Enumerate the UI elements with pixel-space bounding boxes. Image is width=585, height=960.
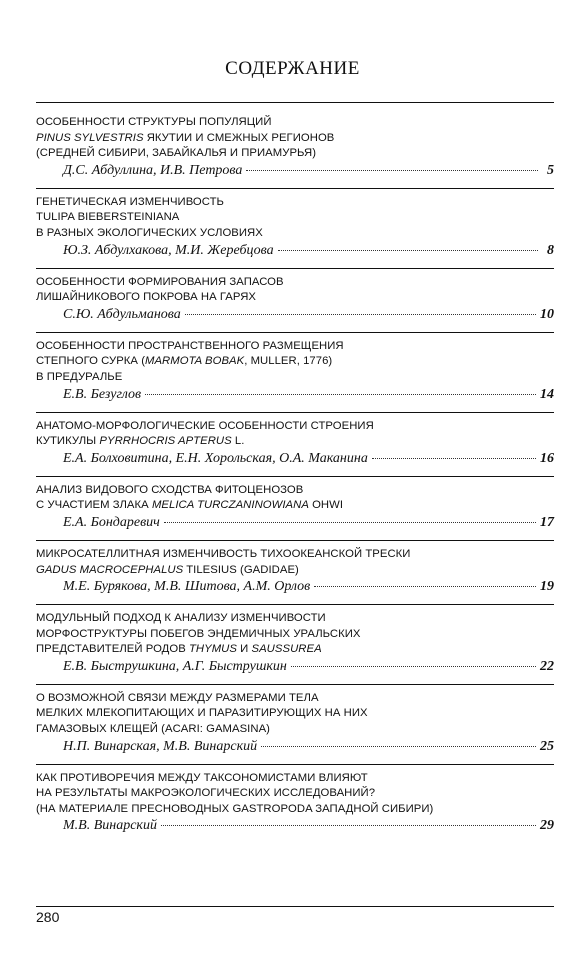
entry-title-line [36,786,554,802]
entry-title-line [36,226,554,242]
title-latin-name: PYRRHOCRIS APTERUS [99,435,232,448]
entry-page-number: 22 [540,658,554,674]
toc-list [36,109,554,843]
dot-leader [246,169,538,171]
dot-leader [161,824,536,826]
title-text: ЯКУТИИ И СМЕЖНЫХ РЕГИОНОВ [143,131,335,144]
entry-title-line [36,370,554,386]
title-latin-name: MELICA TURCZANINOWIANA [151,499,309,512]
entry-title-line [36,434,554,450]
title-text: , MULLER, 1776) [244,355,333,368]
title-text: L. [231,435,245,448]
entry-title-line [36,195,554,211]
entry-author-line [36,658,554,676]
dot-leader [372,457,536,459]
title-text: ЛИШАЙНИКОВОГО ПОКРОВА НА ГАРЯХ [36,291,257,304]
toc-entry [36,765,554,844]
title-text: ПРЕДСТАВИТЕЛЕЙ РОДОВ [36,643,189,656]
title-text: (СРЕДНЕЙ СИБИРИ, ЗАБАЙКАЛЬЯ И ПРИАМУРЬЯ) [36,147,317,160]
title-text: ОСОБЕННОСТИ ФОРМИРОВАНИЯ ЗАПАСОВ [36,275,284,288]
toc-entry [36,477,554,541]
entry-author-line [36,242,554,260]
title-text: ОСОБЕННОСТИ ПРОСТРАНСТВЕННОГО РАЗМЕЩЕНИЯ [36,339,344,352]
entry-title-line [36,131,554,147]
entry-page-number: 5 [547,162,554,178]
entry-author-line [36,817,554,835]
title-latin-name: MARMOTA BOBAK [145,355,245,368]
entry-author-line [36,738,554,756]
entry-title-line [36,483,554,499]
entry-title-line [36,722,554,738]
entry-title-line [36,339,554,355]
title-text: ОСОБЕННОСТИ СТРУКТУРЫ ПОПУЛЯЦИЙ [36,116,272,128]
entry-title-line [36,802,554,818]
entry-author-line [36,578,554,596]
title-text: МОДУЛЬНЫЙ ПОДХОД К АНАЛИЗУ ИЗМЕНЧИВОСТИ [36,612,326,625]
title-text: СТЕПНОГО СУРКА ( [36,355,146,368]
entry-authors: М.Е. Бурякова, М.В. Шитова, А.М. Орлов [63,579,311,595]
entry-title-line [36,146,554,162]
entry-title-line [36,275,554,291]
entry-authors: М.В. Винарский [63,818,157,834]
toc-entry [36,189,554,269]
title-text: В РАЗНЫХ ЭКОЛОГИЧЕСКИХ УСЛОВИЯХ [36,226,263,239]
entry-title-line [36,771,554,787]
toc-entry [36,333,554,413]
title-text: И [236,643,252,656]
top-rule [36,102,554,103]
dot-leader [185,313,536,315]
entry-title-line [36,611,554,627]
entry-authors: Е.В. Быструшкина, А.Г. Быструшкин [63,658,287,674]
dot-leader [261,745,536,747]
entry-author-line [36,162,554,180]
entry-page-number: 8 [547,242,554,258]
entry-title-line [36,498,554,514]
entry-authors: Н.П. Винарская, М.В. Винарский [63,738,258,754]
entry-authors: Е.А. Болховитина, Е.Н. Хорольская, О.А. Маканина [63,450,368,466]
toc-entry [36,541,554,605]
dot-leader [145,393,536,395]
entry-author-line [36,306,554,324]
title-text: МЕЛКИХ МЛЕКОПИТАЮЩИХ И ПАРАЗИТИРУЮЩИХ НА НИХ [36,707,368,720]
entry-title-line [36,354,554,370]
page-number: 280 [36,909,60,925]
dot-leader [291,665,536,667]
entry-author-line [36,450,554,468]
entry-title-line [36,290,554,306]
dot-leader [314,585,536,587]
title-text: В ПРЕДУРАЛЬЕ [36,370,123,383]
toc-entry [36,109,554,189]
entry-authors: С.Ю. Абдульманова [63,306,181,322]
title-text: АНАЛИЗ ВИДОВОГО СХОДСТВА ФИТОЦЕНОЗОВ [36,483,304,496]
title-text: О ВОЗМОЖНОЙ СВЯЗИ МЕЖДУ РАЗМЕРАМИ ТЕЛА [36,691,319,704]
dot-leader [278,249,538,251]
entry-title-line [36,419,554,435]
entry-author-line [36,386,554,404]
toc-entry [36,605,554,685]
toc-entry [36,269,554,333]
entry-page-number: 16 [540,450,554,466]
entry-title-line [36,691,554,707]
title-text: TILESIUS (GADIDAE) [183,563,299,576]
entry-authors: Ю.З. Абдулхакова, М.И. Жеребцова [63,242,274,258]
title-text: КАК ПРОТИВОРЕЧИЯ МЕЖДУ ТАКСОНОМИСТАМИ ВЛИЯЮТ [36,771,368,784]
page-title: СОДЕРЖАНИЕ [225,58,360,79]
entry-title-line [36,210,554,226]
title-text: АНАТОМО-МОРФОЛОГИЧЕСКИЕ ОСОБЕННОСТИ СТРОЕНИЯ [36,419,374,432]
entry-title-line [36,642,554,658]
entry-title-line [36,547,554,563]
entry-title-line [36,115,554,131]
entry-page-number: 25 [540,738,554,754]
entry-page-number: 10 [540,306,554,322]
entry-page-number: 29 [540,818,554,834]
toc-entry [36,685,554,765]
title-text: ГАМАЗОВЫХ КЛЕЩЕЙ (ACARI: GAMASINA) [36,723,270,736]
footer-rule [36,906,554,907]
entry-page-number: 17 [540,514,554,530]
title-text: TULIPA BIEBERSTEINIANA [36,211,180,224]
title-latin-name: THYMUS [188,643,237,656]
title-text: С УЧАСТИЕМ ЗЛАКА [36,499,152,512]
title-text: OHWI [308,499,344,512]
toc-entry [36,413,554,477]
title-latin-name: SAUSSUREA [251,643,322,656]
entry-authors: Е.В. Безуглов [63,386,142,402]
entry-page-number: 19 [540,579,554,595]
title-text: (НА МАТЕРИАЛЕ ПРЕСНОВОДНЫХ GASTROPODA ЗАПАДНОЙ СИБИРИ) [36,802,434,815]
title-text: КУТИКУЛЫ [36,435,100,448]
entry-authors: Е.А. Бондаревич [63,514,160,530]
title-text: ГЕНЕТИЧЕСКАЯ ИЗМЕНЧИВОСТЬ [36,195,224,208]
entry-title-line [36,706,554,722]
entry-title-line [36,627,554,643]
title-text: НА РЕЗУЛЬТАТЫ МАКРОЭКОЛОГИЧЕСКИХ ИССЛЕДОВАНИЙ? [36,787,376,800]
entry-author-line [36,514,554,532]
entry-page-number: 14 [540,386,554,402]
title-text: МОРФОСТРУКТУРЫ ПОБЕГОВ ЭНДЕМИЧНЫХ УРАЛЬСКИХ [36,627,361,640]
dot-leader [164,521,536,523]
title-latin-name: PINUS SYLVESTRIS [36,131,144,144]
title-text: МИКРОСАТЕЛЛИТНАЯ ИЗМЕНЧИВОСТЬ ТИХООКЕАНСКОЙ ТРЕСКИ [36,547,411,560]
entry-authors: Д.С. Абдуллина, И.В. Петрова [63,162,243,178]
title-latin-name: GADUS MACROCEPHALUS [36,563,184,576]
entry-title-line [36,563,554,579]
